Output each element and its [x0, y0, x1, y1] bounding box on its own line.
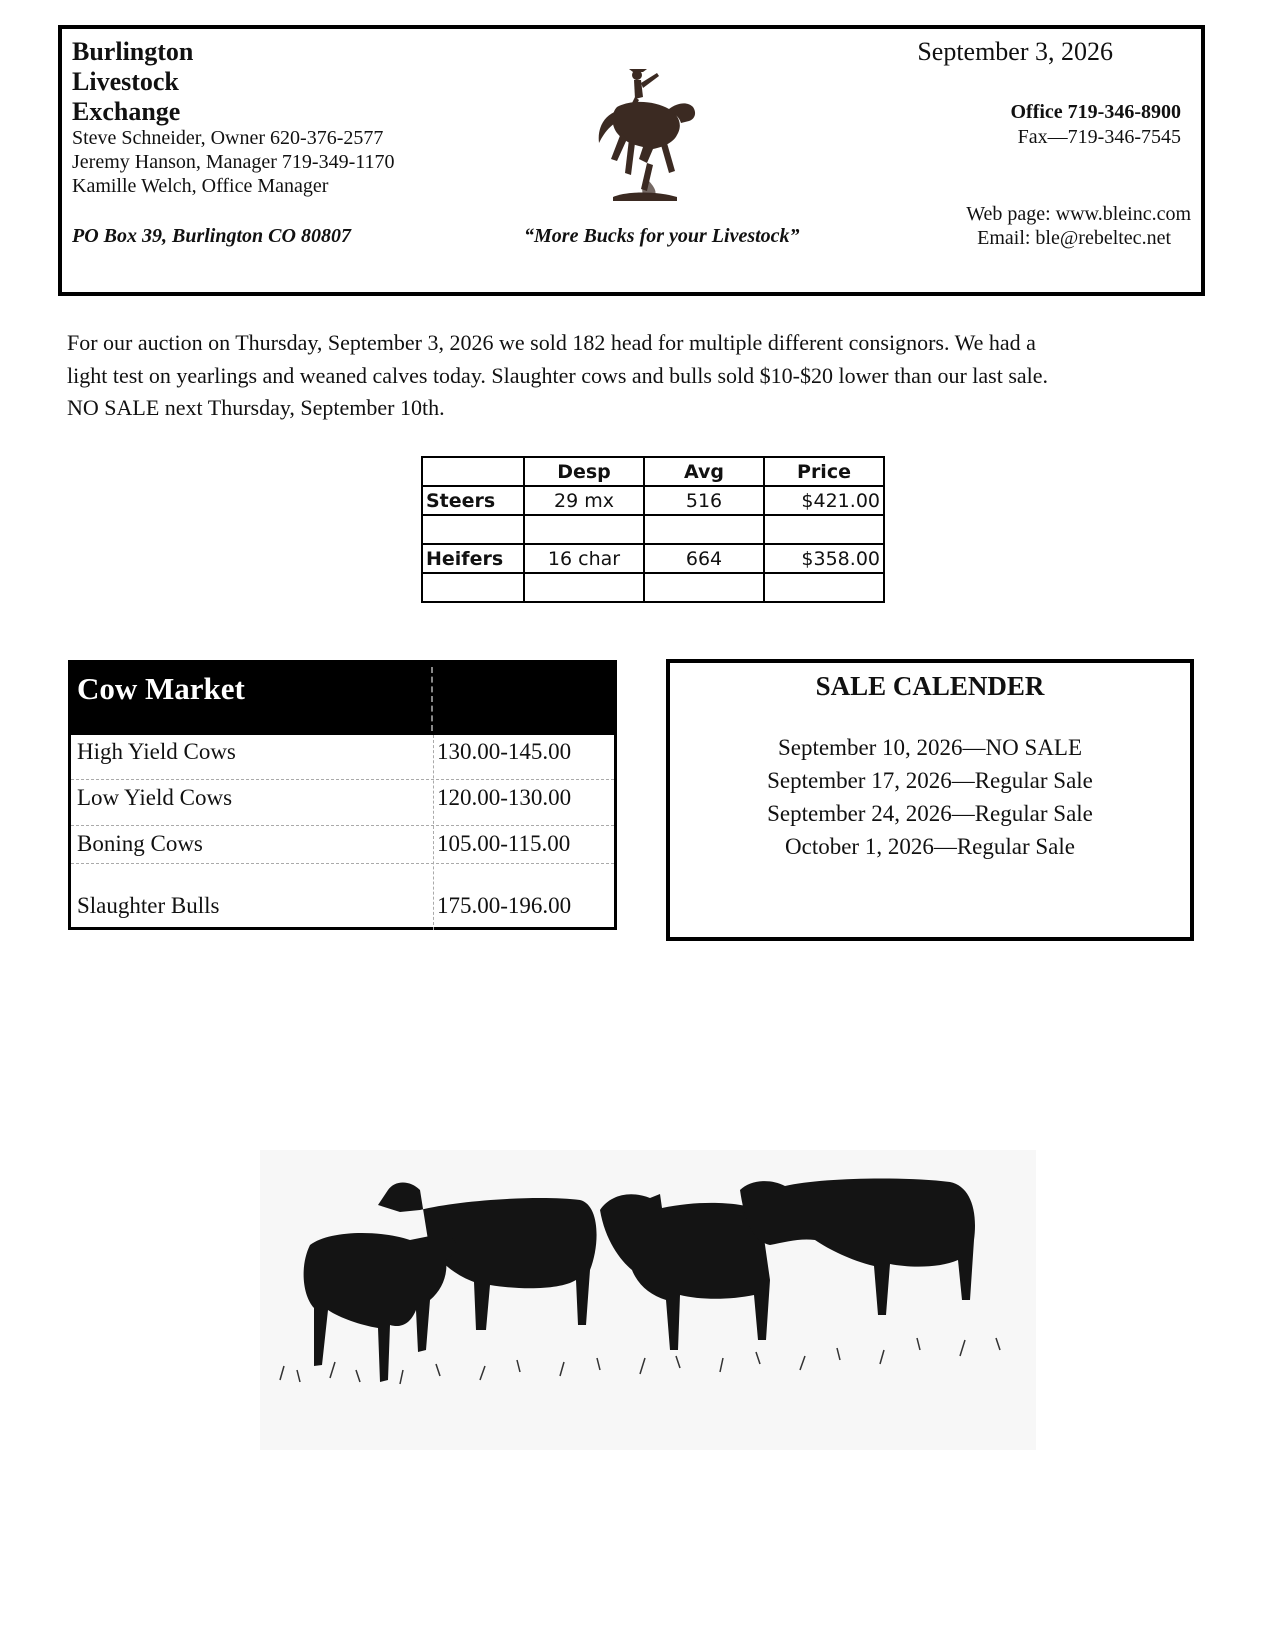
- row-label: Low Yield Cows: [77, 785, 233, 810]
- mailing-address: PO Box 39, Burlington CO 80807: [72, 225, 351, 247]
- price-table: [421, 456, 885, 603]
- row-label: Slaughter Bulls: [77, 893, 220, 918]
- table-cell: [644, 573, 764, 602]
- row-value: 105.00-115.00: [437, 831, 571, 856]
- row-divider: [71, 863, 614, 864]
- table-header-row: [422, 457, 884, 486]
- table-row: [422, 515, 884, 544]
- calendar-item: September 17, 2026—Regular Sale: [767, 768, 1093, 793]
- cow-market-table: [68, 660, 617, 930]
- table-cell: [524, 515, 644, 544]
- staff-office-manager: Kamille Welch, Office Manager: [72, 175, 329, 197]
- table-cell: 664: [644, 544, 764, 573]
- summary-line-3: NO SALE next Thursday, September 10th.: [67, 395, 445, 420]
- row-divider: [71, 779, 614, 780]
- staff-owner: Steve Schneider, Owner 620-376-2577: [72, 127, 384, 149]
- row-label: Heifers: [422, 544, 524, 573]
- table-cell: [644, 515, 764, 544]
- row-value: 130.00-145.00: [437, 739, 572, 764]
- header-box: [58, 25, 1205, 296]
- table-cell: [422, 515, 524, 544]
- company-line-2: Livestock: [72, 67, 179, 96]
- slogan: “More Bucks for your Livestock”: [524, 225, 800, 247]
- company-line-1: Burlington: [72, 37, 194, 66]
- table-cell: 29 mx: [524, 486, 644, 515]
- table-row: [422, 573, 884, 602]
- table-cell: $421.00: [764, 486, 884, 515]
- calendar-item: September 24, 2026—Regular Sale: [767, 801, 1093, 826]
- row-label: High Yield Cows: [77, 739, 236, 764]
- table-cell: $358.00: [764, 544, 884, 573]
- table-cell: [524, 573, 644, 602]
- company-line-3: Exchange: [72, 97, 181, 126]
- summary-line-2: light test on yearlings and weaned calves today. Slaughter cows and bulls sold $10-$20 lower than our last sale.: [67, 362, 1049, 388]
- auction-summary: [67, 327, 1207, 425]
- column-header: [422, 457, 524, 486]
- cow-market-header: [71, 663, 614, 735]
- row-value: 175.00-196.00: [437, 893, 572, 918]
- table-cell: [764, 573, 884, 602]
- calendar-item: September 10, 2026—NO SALE: [777, 735, 1083, 760]
- table-cell: 16 char: [524, 544, 644, 573]
- column-header: Desp: [524, 457, 644, 486]
- table-cell: [764, 515, 884, 544]
- column-divider: [431, 667, 433, 731]
- cattle-illustration-icon: [260, 1150, 1036, 1450]
- table-cell: 516: [644, 486, 764, 515]
- column-header: Avg: [644, 457, 764, 486]
- cow-market-title: Cow Market: [77, 671, 245, 706]
- email-address: Email: ble@rebeltec.net: [977, 227, 1171, 249]
- row-divider: [71, 825, 614, 826]
- fax-number: Fax—719-346-7545: [1017, 126, 1181, 148]
- calendar-item: October 1, 2026—Regular Sale: [785, 834, 1075, 859]
- bronc-rider-logo-icon: [577, 63, 707, 211]
- table-cell: [422, 573, 524, 602]
- staff-manager: Jeremy Hanson, Manager 719-349-1170: [72, 151, 395, 173]
- row-label: Boning Cows: [77, 831, 203, 856]
- column-header: Price: [764, 457, 884, 486]
- web-page: Web page: www.bleinc.com: [966, 203, 1191, 225]
- calendar-title: SALE CALENDER: [815, 671, 1045, 701]
- column-divider: [433, 735, 434, 930]
- table-row: [422, 544, 884, 573]
- summary-line-1: For our auction on Thursday, September 3, 2026 we sold 182 head for multiple different consignors. We had a: [67, 330, 1036, 355]
- row-label: Steers: [422, 486, 524, 515]
- office-phone: Office 719-346-8900: [1010, 101, 1181, 123]
- calendar-list: [670, 731, 1190, 863]
- report-date: September 3, 2026: [917, 37, 1113, 66]
- sale-calendar: [666, 659, 1194, 941]
- row-value: 120.00-130.00: [437, 785, 572, 810]
- staff-list: [72, 126, 395, 198]
- company-name: [72, 37, 193, 127]
- table-row: [422, 486, 884, 515]
